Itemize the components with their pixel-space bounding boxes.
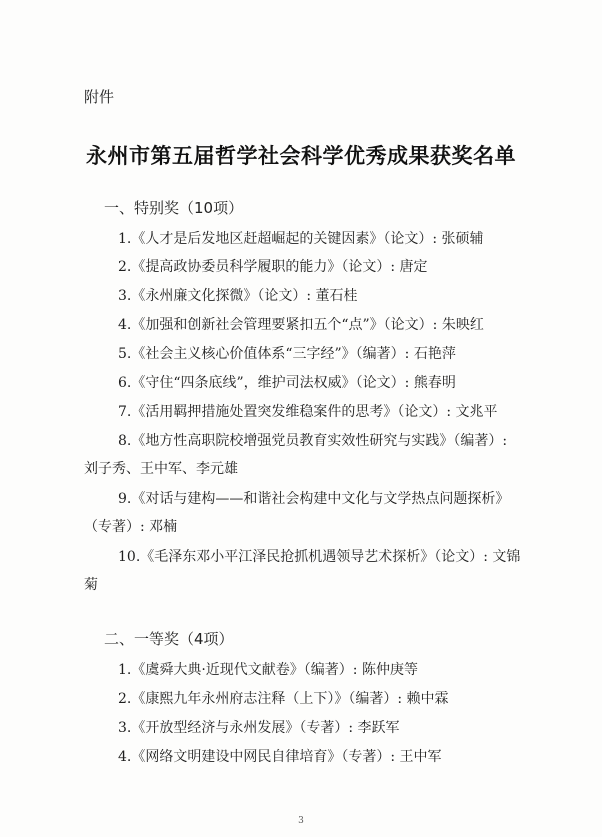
section-heading-first-prize: 二、一等奖（4项） (104, 630, 234, 648)
list-item: 1.《人才是后发地区赶超崛起的关键因素》（论文）: 张硕辅 (118, 231, 484, 247)
list-item: 8.《地方性高职院校增强党员教育实效性研究与实践》（编著）: 刘子秀、王中军、李元雄 (84, 433, 508, 477)
section-heading-special-award: 一、特别奖（10项） (104, 199, 244, 217)
list-item: 4.《网络文明建设中网民自律培育》（专著）: 王中军 (118, 749, 442, 765)
list-item: 2.《康熙九年永州府志注释（上下）》（编著）: 赖中霖 (118, 691, 449, 707)
list-item: 5.《社会主义核心价值体系“三字经”》（编著）: 石艳萍 (118, 346, 456, 362)
page-number: 3 (298, 816, 304, 826)
attachment-label: 附件 (84, 88, 115, 106)
list-item: 3.《永州廉文化探微》（论文）: 董石桂 (118, 288, 358, 304)
document-title: 永州市第五届哲学社会科学优秀成果获奖名单 (86, 143, 516, 168)
list-item: 2.《提高政协委员科学履职的能力》（论文）: 唐定 (118, 259, 428, 275)
list-item: 1.《虞舜大典·近现代文献卷》（编著）: 陈仲庚等 (118, 662, 418, 678)
list-item: 10.《毛泽东邓小平江泽民抢抓机遇领导艺术探析》（论文）: 文锦菊 (84, 549, 521, 593)
list-item: 3.《开放型经济与永州发展》（专著）: 李跃军 (118, 720, 400, 736)
list-item: 9.《对话与建构——和谐社会构建中文化与文学热点问题探析》（专著）: 邓楠 (84, 491, 510, 535)
list-item: 6.《守住“四条底线”，维护司法权威》（论文）: 熊春明 (118, 375, 456, 391)
list-item: 7.《活用羁押措施处置突发维稳案件的思考》（论文）: 文兆平 (118, 404, 498, 420)
list-item: 4.《加强和创新社会管理要紧扣五个“点”》（论文）: 朱映红 (118, 317, 484, 333)
